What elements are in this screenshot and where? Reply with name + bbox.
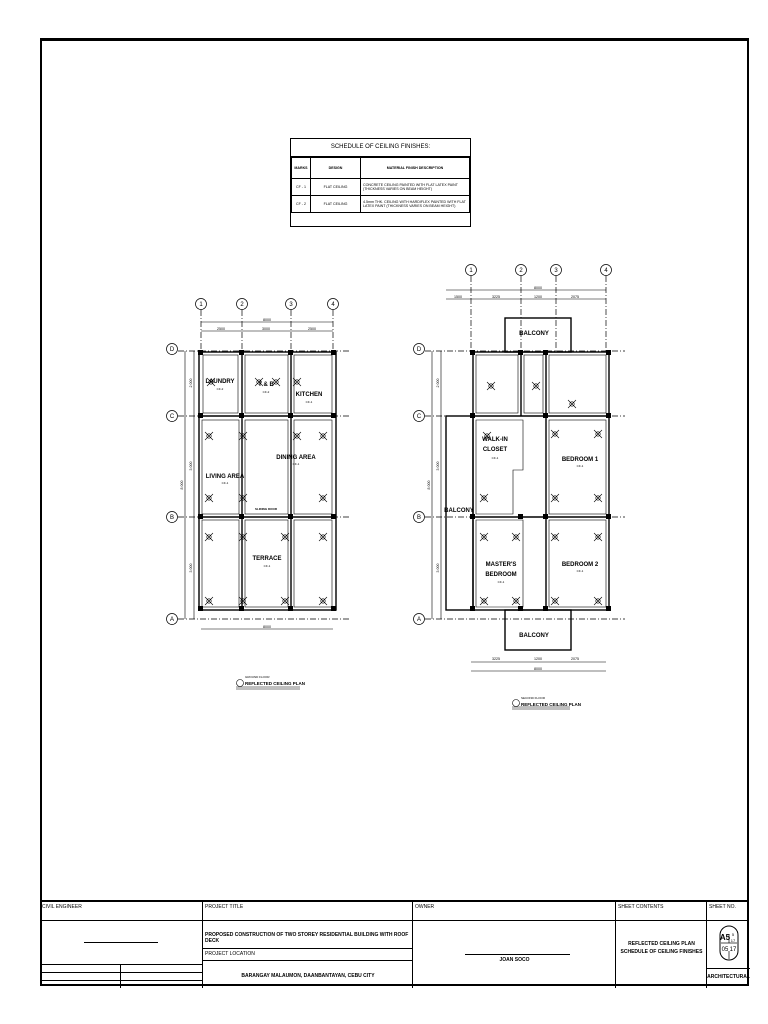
room-label-bedroom-1: BEDROOM 1 [561, 457, 599, 463]
light-fixture-icon [594, 533, 602, 541]
dimension: 2 000 [436, 378, 440, 388]
sheet-contents-2: SCHEDULE OF CEILING FINISHES [620, 949, 703, 955]
light-fixture-icon [480, 494, 488, 502]
civil-engineer-cell [40, 902, 202, 988]
schedule-title: SCHEDULE OF CEILING FINISHES: [291, 139, 470, 157]
schedule-desc: 4.5mm THK. CEILING WITH HARDIFLEX PAINTED WITH FLAT LATEX PAINT (THICKNESS VARIES ON BEAM HEIGHT) [361, 196, 470, 213]
dimension: 3 000 [189, 461, 193, 471]
room-label-kitchen: KITCHEN [295, 392, 323, 398]
grid-label: A [169, 617, 175, 623]
plan-label: REFLECTED CEILING PLAN [245, 681, 306, 686]
room-label-balcony-bottom: BALCONY [519, 633, 549, 639]
sheet-fraction-top: 5 [731, 932, 735, 937]
second-floor-plan [414, 265, 626, 710]
divider [203, 960, 413, 961]
light-fixture-icon [239, 533, 247, 541]
room-label-master-2: BEDROOM [485, 572, 517, 578]
ceiling-finish-mark: CF-1 [292, 462, 300, 466]
sheet-number-cell [706, 902, 749, 988]
grid-label: C [416, 414, 422, 420]
dimension: 3 000 [189, 563, 193, 573]
room-label-balcony-left: BALCONY [444, 508, 474, 514]
ceiling-finish-mark: CF-2 [216, 387, 224, 391]
grid-label: 1 [199, 302, 203, 308]
dimension-total: 8 000 [180, 480, 184, 490]
ground-floor-plan [167, 299, 351, 690]
owner-label: OWNER [415, 904, 435, 910]
room-label-living: LIVING AREA [205, 474, 245, 480]
ceiling-finish-mark: CF-1 [491, 456, 499, 460]
dimension: 2075 [571, 295, 579, 299]
owner-cell [412, 902, 615, 988]
sheet-num: 05 [721, 947, 729, 953]
room-label-balcony-top: BALCONY [519, 331, 549, 337]
sheet-fraction-bottom: 17 [730, 938, 736, 943]
divider [40, 964, 202, 965]
dimension-total: 8000 [263, 318, 271, 322]
divider [707, 968, 750, 969]
dimension: 1200 [534, 295, 542, 299]
ceiling-finish-mark: CF-1 [263, 564, 271, 568]
light-fixture-icon [319, 533, 327, 541]
dimension: 2 000 [189, 378, 193, 388]
room-label-dining: DINING AREA [276, 455, 316, 461]
room-label-walkin-1: WALK-IN [482, 437, 508, 443]
divider [120, 964, 121, 988]
sheet-number-graphic [718, 924, 740, 962]
schedule-design: FLAT CEILING [311, 196, 361, 213]
owner-name: JOAN SOCO [499, 957, 530, 963]
dimension: 2500 [217, 327, 225, 331]
beam-label: SLIDING DOOR [254, 507, 278, 511]
signature-line [84, 942, 158, 943]
room-label-tb: T & B [258, 382, 274, 388]
light-fixture-icon [205, 597, 213, 605]
schedule-header-description: MATERIAL FINISH DESCRIPTION [361, 158, 470, 179]
light-fixture-icon [480, 597, 488, 605]
dimension: 1200 [534, 657, 542, 661]
grid-label: D [416, 347, 422, 353]
room-label-master-1: MASTER'S [485, 562, 517, 568]
light-fixture-icon [594, 494, 602, 502]
light-fixture-icon [512, 597, 520, 605]
title-block [40, 900, 749, 988]
ceiling-finish-mark: CF-1 [305, 400, 313, 404]
grid-label: A [416, 617, 422, 623]
ceiling-finish-mark: CF-1 [221, 481, 229, 485]
light-fixture-icon [532, 382, 540, 390]
light-fixture-icon [512, 533, 520, 541]
dimension-total: 8000 [263, 625, 271, 629]
divider [40, 980, 202, 981]
signature-line [465, 954, 570, 955]
grid-label: 2 [240, 302, 244, 308]
schedule-desc: CONCRETE CEILING PAINTED WITH FLAT LATEX PAINT (THICKNESS VARIES ON BEAM HEIGHT) [361, 179, 470, 196]
ceiling-finish-mark: CF-1 [576, 569, 584, 573]
dimension-total: 8000 [534, 286, 542, 290]
grid-label: C [169, 414, 175, 420]
project-title-label: PROJECT TITLE [205, 904, 244, 910]
floor-label: SECOND FLOOR [521, 696, 546, 700]
dimension: 3225 [492, 295, 500, 299]
project-title: PROPOSED CONSTRUCTION OF TWO STOREY RESIDENTIAL BUILDING WITH ROOF DECK [205, 932, 409, 944]
divider [203, 948, 413, 949]
light-fixture-icon [205, 533, 213, 541]
light-fixture-icon [239, 597, 247, 605]
light-fixture-icon [594, 430, 602, 438]
ceiling-finish-mark: CF-1 [497, 580, 505, 584]
sheet-contents-1: REFLECTED CEILING PLAN [628, 941, 695, 947]
dimension: 3000 [262, 327, 270, 331]
plan-label: REFLECTED CEILING PLAN [521, 702, 582, 707]
light-fixture-icon [551, 494, 559, 502]
light-fixture-icon [594, 597, 602, 605]
grid-label: 1 [469, 268, 473, 274]
light-fixture-icon [319, 432, 327, 440]
schedule-mark: CF - 1 [292, 179, 311, 196]
sheet-contents-label: SHEET CONTENTS [618, 904, 664, 910]
civil-engineer-label: CIVIL ENGINEER [42, 904, 82, 910]
sheet-number-badge [718, 924, 740, 962]
light-fixture-icon [239, 494, 247, 502]
project-cell [202, 902, 412, 988]
ceiling-finish-mark: CF-2 [262, 390, 270, 394]
grid-label: 4 [604, 268, 608, 274]
light-fixture-icon [319, 597, 327, 605]
grid-label: 4 [331, 302, 335, 308]
dimension-total: 8000 [534, 667, 542, 671]
project-location: BARANGAY MALAUMON, DAANBANTAYAN, CEBU CITY [241, 973, 375, 979]
dimension: 3 000 [436, 461, 440, 471]
room-label-terrace: TERRACE [252, 556, 282, 562]
light-fixture-icon [551, 597, 559, 605]
light-fixture-icon [319, 494, 327, 502]
room-label-laundry: LAUNDRY [205, 379, 235, 385]
project-location-label: PROJECT LOCATION [205, 951, 255, 957]
grid-label: 2 [519, 268, 523, 274]
divider [40, 972, 202, 973]
grid-label: 3 [289, 302, 293, 308]
grid-label: B [416, 515, 422, 521]
dimension-total: 8 000 [427, 480, 431, 490]
schedule-design: FLAT CEILING [311, 179, 361, 196]
discipline-label: ARCHITECTURAL [707, 974, 750, 980]
dimension: 3 000 [436, 563, 440, 573]
light-fixture-icon [568, 400, 576, 408]
light-fixture-icon [487, 382, 495, 390]
grid-label: B [169, 515, 175, 521]
light-fixture-icon [480, 533, 488, 541]
schedule-header-marks: MARKS [292, 158, 311, 179]
sheet-total: 17 [729, 947, 737, 953]
light-fixture-icon [551, 533, 559, 541]
grid-label: 3 [554, 268, 558, 274]
light-fixture-icon [239, 432, 247, 440]
dimension: 2500 [308, 327, 316, 331]
ceiling-finish-mark: CF-1 [576, 464, 584, 468]
room-label-bedroom-2: BEDROOM 2 [561, 562, 599, 568]
light-fixture-icon [205, 432, 213, 440]
sheet-code: A5 [719, 933, 731, 942]
schedule-mark: CF - 2 [292, 196, 311, 213]
light-fixture-icon [205, 494, 213, 502]
dimension: 3225 [492, 657, 500, 661]
grid-label: D [169, 347, 175, 353]
dimension: 1500 [454, 295, 462, 299]
floor-label: GROUND FLOOR [245, 675, 270, 679]
dimension: 2075 [571, 657, 579, 661]
room-label-walkin-2: CLOSET [482, 447, 508, 453]
sheet-contents-cell [615, 902, 706, 988]
light-fixture-icon [551, 430, 559, 438]
sheet-number-label: SHEET NO. [709, 904, 736, 910]
schedule-header-design: DESIGN [311, 158, 361, 179]
